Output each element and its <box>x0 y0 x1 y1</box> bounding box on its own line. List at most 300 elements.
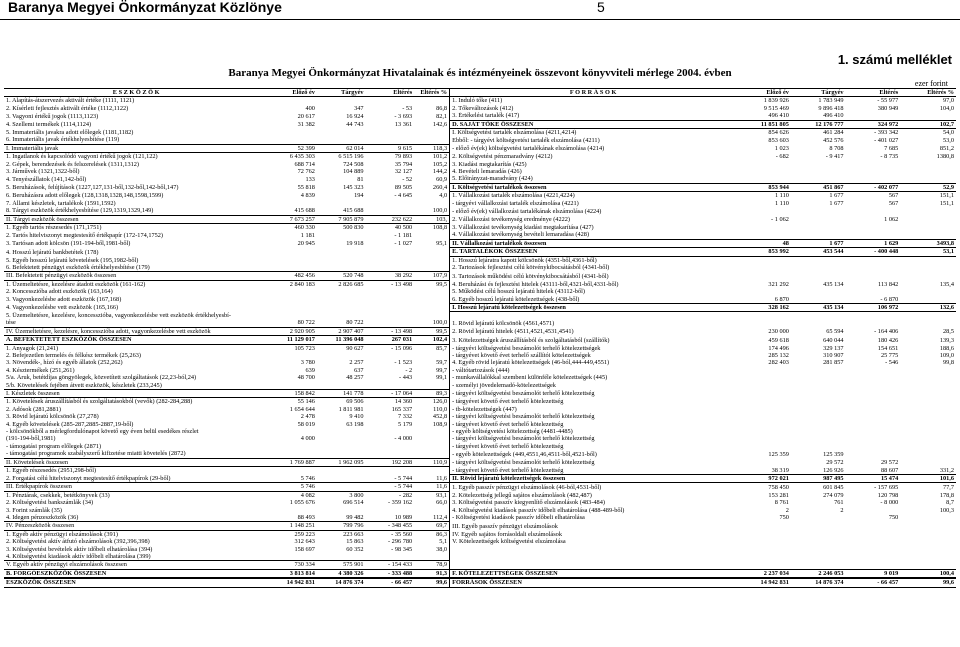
liability-prev-cell <box>736 367 791 374</box>
liability-pct-cell <box>900 522 956 530</box>
asset-curr-cell: 19 918 <box>346 240 364 248</box>
asset-diff-cell: - 348 455 <box>366 522 415 530</box>
asset-pct-cell: 99,5 <box>414 327 449 335</box>
asset-prev-cell: 3 813 814 <box>268 569 317 577</box>
liability-label-cell: III. Egyéb passzív pénzügyi elszámolások <box>452 522 558 530</box>
liability-curr-cell <box>791 398 846 406</box>
table-row <box>4 367 956 374</box>
asset-prev-cell: 2 920 905 <box>268 327 317 335</box>
asset-label-cell: 4. Költségvetési kiadások aktív időbeli elhatárolása (399) <box>6 552 151 560</box>
asset-diff-cell: - 52 <box>402 175 413 183</box>
asset-diff-cell <box>366 553 415 561</box>
asset-curr-cell: 14 876 374 <box>317 579 366 587</box>
asset-label-cell: 5. Beruházások, felújítások (1227,127,131-ből,132-ből,142-ből,147) <box>6 184 179 192</box>
asset-prev-cell: 158 842 <box>268 389 317 397</box>
liability-prev-cell: 48 <box>736 239 791 247</box>
liability-pct-cell <box>900 450 956 458</box>
asset-curr-cell: 63 198 <box>346 420 364 428</box>
asset-label-cell: tése <box>6 319 16 327</box>
liability-curr-cell <box>791 530 846 538</box>
liability-curr-cell: 2 246 053 <box>791 569 846 577</box>
liability-label-cell: 2. Rövid lejáratú hitelek (4511,4521,4531,4541) <box>452 328 574 336</box>
asset-label-cell: 6. Beruházásra adott előlegek (128,1318,1328,148,1598,1599) <box>6 192 164 200</box>
liability-diff-cell <box>846 435 901 442</box>
liability-diff-cell: 15 474 <box>846 474 901 482</box>
asset-curr-cell: 520 748 <box>317 272 366 280</box>
asset-pct-cell <box>414 312 449 319</box>
liability-pct-cell <box>900 296 956 304</box>
liabilities-caption: F O R R Á S O K <box>450 89 737 97</box>
liability-curr-cell: 987 495 <box>791 474 846 482</box>
liability-label-cell: II. Vállalkozási tartalékok összesen <box>450 239 737 247</box>
liability-prev-cell: 853 944 <box>736 183 791 191</box>
table-row <box>4 272 956 280</box>
liability-curr-cell: 9 896 418 <box>818 104 844 112</box>
asset-diff-cell: - 333 488 <box>366 569 415 577</box>
table-row <box>4 248 956 256</box>
asset-label-cell: II. Tárgyi eszközök összesen <box>4 215 268 223</box>
liability-diff-cell <box>846 367 901 374</box>
asset-label-cell: 1. Egyéb tartós részesedés (171,1751) <box>6 223 102 231</box>
asset-prev-cell <box>268 553 317 561</box>
liability-prev-cell <box>736 175 791 183</box>
liability-pct-cell <box>900 546 956 553</box>
table-row <box>4 288 956 295</box>
asset-prev-cell: 31 382 <box>297 121 315 129</box>
asset-curr-cell: 44 743 <box>346 121 364 129</box>
liability-label-cell: - tárgyévet követő évet terhelő kötelezettség <box>452 420 564 428</box>
col-pct-liab: Eltérés % <box>900 89 956 97</box>
asset-curr-cell: 81 <box>357 175 364 183</box>
asset-pct-cell: 69,7 <box>414 522 449 530</box>
balance-sheet-title: Baranya Megyei Önkormányzat Hivatalainak és intézményeinek összevont könyvviteli mérlege 2004. évben <box>228 67 732 79</box>
table-row <box>4 120 956 128</box>
asset-diff-cell <box>366 303 415 311</box>
asset-diff-cell: 79 893 <box>394 153 413 161</box>
liability-label-cell: FORRÁSOK ÖSSZESEN <box>450 579 737 587</box>
table-row <box>4 561 956 569</box>
liability-diff-cell: - 546 <box>885 359 899 367</box>
asset-pct-cell <box>414 352 449 359</box>
liability-pct-cell <box>900 168 956 175</box>
asset-pct-cell <box>414 296 449 304</box>
asset-label-cell: 2. Költségvetési bankszámlák (34) <box>6 499 94 507</box>
liability-curr-cell: 496 410 <box>823 112 844 120</box>
asset-diff-cell: - 282 <box>399 491 413 499</box>
liability-pct-cell <box>900 161 956 168</box>
liability-curr-cell: 125 359 <box>823 450 844 458</box>
liability-pct-cell <box>900 374 956 381</box>
asset-prev-cell: 259 223 <box>294 530 315 538</box>
liability-label-cell: 3. Vállalkozási tevékenység kiadási megtakarítása (427) <box>452 223 594 231</box>
liability-pct-cell: 100,3 <box>939 506 954 514</box>
liability-diff-cell <box>846 450 901 458</box>
asset-prev-cell: 1 148 251 <box>268 522 317 530</box>
liability-curr-cell: 640 044 <box>823 336 844 344</box>
liability-prev-cell: 1 839 926 <box>763 97 789 105</box>
table-header-row <box>4 89 956 97</box>
liability-prev-cell <box>736 406 791 413</box>
asset-label-cell: III. Értékpapírok összesen <box>4 483 268 491</box>
asset-prev-cell: 52 399 <box>268 144 317 152</box>
liability-label-cell: 1. Egyéb passzív pénzügyi elszámolások (46-ból,4531-ből) <box>452 483 602 491</box>
asset-label-cell: 5/a. Áruk, betétdíjas göngyölegek, közvetített szolgáltatások (22,23-ból,24) <box>6 374 197 382</box>
asset-label-cell: B. FORGÓESZKÖZÖK ÖSSZESEN <box>4 569 268 577</box>
asset-pct-cell: 95,1 <box>414 239 449 247</box>
asset-label-cell: II. Követelések összesen <box>4 458 268 466</box>
annex-label: 1. számú melléklet <box>837 52 952 67</box>
asset-pct-cell: 4,0 <box>414 192 449 200</box>
liability-curr-cell <box>791 161 846 168</box>
asset-diff-cell <box>366 264 415 272</box>
asset-curr-cell: 80 722 <box>346 319 364 327</box>
asset-curr-cell <box>317 97 366 105</box>
liability-prev-cell <box>736 435 791 442</box>
asset-diff-cell: - 17 064 <box>366 389 415 397</box>
table-body <box>4 97 956 587</box>
asset-label-cell: 2. Tartós hitelviszonyt megtestesítő értékpapír (172-174,1752) <box>6 231 164 239</box>
asset-pct-cell <box>414 129 449 137</box>
liability-diff-cell <box>846 319 901 327</box>
asset-label-cell: 8. Tárgyi eszközök értékhelyesbítése (129,1319,1329,149) <box>6 207 154 215</box>
liability-curr-cell <box>791 256 846 264</box>
liability-diff-cell <box>846 256 901 264</box>
asset-pct-cell <box>414 264 449 272</box>
liability-diff-cell: - 55 977 <box>877 97 899 105</box>
liability-label-cell: 5. Előirányzat-maradvány (424) <box>452 175 533 183</box>
asset-pct-cell <box>414 443 449 450</box>
liability-prev-cell: 853 603 <box>768 136 789 144</box>
col-diff-assets: Eltérés <box>366 89 415 97</box>
asset-label-cell: (191-194-ből,1981) <box>6 435 56 443</box>
asset-prev-cell <box>268 507 317 514</box>
liability-label-cell: 1. Hosszú lejáratra kapott kölcsönök (4351-ből,4361-ből) <box>452 256 597 264</box>
liability-diff-cell <box>846 443 901 450</box>
asset-pct-cell: 260,4 <box>414 183 449 191</box>
table-row <box>4 474 956 482</box>
asset-diff-cell: 89 505 <box>394 184 413 192</box>
liability-pct-cell: 53,1 <box>900 248 956 256</box>
liability-diff-cell <box>846 406 901 413</box>
liability-diff-cell <box>846 507 901 514</box>
table-row <box>4 264 956 272</box>
liability-pct-cell <box>900 367 956 374</box>
liability-prev-cell <box>736 398 791 406</box>
unit-label: ezer forint <box>914 79 948 88</box>
liability-curr-cell: 461 284 <box>823 129 844 137</box>
asset-pct-cell <box>414 428 449 435</box>
liability-pct-cell <box>900 112 956 120</box>
liability-pct-cell <box>900 421 956 428</box>
liability-curr-cell: 761 <box>834 499 844 507</box>
liability-curr-cell <box>791 168 846 175</box>
asset-pct-cell: 11,6 <box>414 483 449 491</box>
liability-prev-cell <box>736 272 791 280</box>
liability-label-cell: 3. Kiadási megtakarítás (425) <box>452 160 527 168</box>
liability-label-cell: - tárgyévet követő évet terhelő szállítói kötelezettségek <box>452 351 591 359</box>
asset-curr-cell: 575 901 <box>317 561 366 569</box>
asset-diff-cell <box>366 352 415 359</box>
asset-diff-cell: - 5 744 <box>394 474 413 482</box>
liability-pct-cell <box>900 398 956 406</box>
asset-pct-cell: 101,2 <box>414 153 449 161</box>
asset-label-cell: 6. Befektetett pénzügyi eszközök értékhelyesbítése (179) <box>6 263 150 271</box>
liability-pct-cell <box>900 413 956 420</box>
asset-curr-cell: 69 506 <box>346 398 364 406</box>
liability-diff-cell <box>846 288 901 295</box>
asset-pct-cell <box>414 382 449 390</box>
table-row <box>4 239 956 247</box>
asset-pct-cell: 93,1 <box>414 491 449 499</box>
liability-diff-cell <box>846 168 901 175</box>
asset-prev-cell: 730 334 <box>268 561 317 569</box>
balance-sheet-table <box>4 88 956 588</box>
liability-prev-cell <box>736 522 791 530</box>
asset-curr-cell: 4 380 326 <box>317 569 366 577</box>
liability-label-cell: 2. Tőkeváltozások (412) <box>452 104 514 112</box>
asset-diff-cell: - 5 744 <box>366 483 415 491</box>
asset-curr-cell <box>317 483 366 491</box>
liability-prev-cell <box>736 319 791 327</box>
asset-pct-cell <box>414 553 449 561</box>
liability-label-cell: 4. Költségvetési kiadások passzív időbeli elhatárolása (488-489-ből) <box>452 506 625 514</box>
col-diff-liab: Eltérés <box>846 89 901 97</box>
asset-prev-cell <box>268 264 317 272</box>
asset-label-cell: A. BEFEKTETETT ESZKÖZÖK ÖSSZESEN <box>4 336 268 344</box>
liability-prev-cell <box>736 374 791 381</box>
liability-prev-cell <box>736 207 791 215</box>
asset-diff-cell: - 1 523 <box>394 359 413 367</box>
liability-label-cell: - váltótartozások (444) <box>452 366 510 374</box>
liability-curr-cell: 453 544 <box>791 248 846 256</box>
asset-pct-cell <box>414 136 449 144</box>
table-row <box>4 546 956 553</box>
liability-pct-cell <box>900 406 956 413</box>
asset-pct-cell: 100,0 <box>414 207 449 215</box>
asset-pct-cell: 91,3 <box>414 569 449 577</box>
asset-label-cell: - támogatási program előlegek (2871) <box>6 442 102 450</box>
asset-curr-cell: 500 830 <box>343 223 364 231</box>
asset-pct-cell: 99,5 <box>414 280 449 288</box>
liability-prev-cell: 854 626 <box>768 129 789 137</box>
asset-diff-cell <box>366 443 415 450</box>
asset-pct-cell: 59,7 <box>414 359 449 366</box>
liability-label-cell: F. KÖTELEZETTSÉGEK ÖSSZESEN <box>450 569 737 577</box>
asset-diff-cell: - 13 498 <box>391 280 413 288</box>
table-row <box>4 153 956 161</box>
asset-label-cell: 1. Pénztárak, csekkek, betétkönyvek (33) <box>6 491 110 499</box>
asset-label-cell: 1. Követelések áruszállításból és szolgáltatásokból (vevők) (282-284,288) <box>6 398 193 406</box>
asset-pct-cell: 112,4 <box>414 514 449 522</box>
asset-pct-cell <box>414 450 449 458</box>
asset-label-cell: 4. Szellemi termékek (1114,1124) <box>6 121 92 129</box>
liability-label-cell <box>450 553 737 561</box>
liability-curr-cell: 65 594 <box>826 328 844 336</box>
table-row <box>4 522 956 530</box>
table-row <box>4 443 956 450</box>
liability-prev-cell <box>736 264 791 272</box>
asset-pct-cell: 82,1 <box>414 112 449 120</box>
asset-diff-cell: - 4 645 <box>394 192 413 200</box>
asset-diff-cell: 232 622 <box>366 215 415 223</box>
liability-diff-cell: - 157 695 <box>874 483 899 491</box>
liability-pct-cell <box>900 382 956 390</box>
liability-curr-cell <box>791 421 846 428</box>
asset-label-cell: 7. Állami készletek, tartalékok (1591,1592) <box>6 199 116 207</box>
liability-curr-cell: 126 926 <box>823 466 844 474</box>
liability-diff-cell <box>846 175 901 183</box>
liability-label-cell: 3. Költségvetési passzív kiegyenlítő elszámolások (483-484) <box>452 499 605 507</box>
asset-curr-cell <box>317 129 366 137</box>
table-row <box>4 231 956 239</box>
liability-diff-cell: 9 019 <box>846 569 901 577</box>
asset-label-cell: 2. Költségvetési aktív átfutó elszámolások (392,396,398) <box>6 538 150 546</box>
liability-curr-cell <box>791 413 846 420</box>
asset-pct-cell <box>414 288 449 295</box>
liability-curr-cell <box>791 428 846 435</box>
asset-prev-cell: 6 435 303 <box>289 153 315 161</box>
liability-pct-cell: 99,6 <box>900 579 956 587</box>
liability-label-cell: 2. Tartozások fejlesztési célú kötvénykibocsátásból (4341-ből) <box>452 264 610 272</box>
table-row <box>4 105 956 112</box>
table-row <box>4 382 956 390</box>
table-row <box>4 413 956 420</box>
asset-diff-cell: 35 794 <box>394 160 413 168</box>
table-row <box>4 336 956 344</box>
asset-label-cell: IV. Pénzeszközök összesen <box>4 522 268 530</box>
asset-curr-cell <box>317 474 366 482</box>
asset-prev-cell: 55 146 <box>297 398 315 406</box>
asset-diff-cell: - 1 181 <box>394 231 413 239</box>
table-row <box>4 421 956 428</box>
liability-label-cell: - előző év(ek) költségvetési tartalékának elszámolása (4214) <box>452 145 605 153</box>
col-prev-assets: Előző év <box>268 89 317 97</box>
asset-prev-cell: 1 769 887 <box>268 458 317 466</box>
asset-pct-cell: 107,9 <box>414 272 449 280</box>
liability-pct-cell <box>900 458 956 466</box>
asset-curr-cell: 2 907 407 <box>317 327 366 335</box>
asset-label-cell: 3. Költségvetési bevételek aktív időbeli elhatárolása (394) <box>6 545 153 553</box>
liability-prev-cell <box>736 538 791 545</box>
asset-label-cell: 1. Ingatlanok és kapcsolódó vagyoni értékű jogok (121,122) <box>6 153 158 161</box>
asset-curr-cell: 415 688 <box>343 207 364 215</box>
table-row <box>4 553 956 561</box>
asset-label-cell: 2. Gépek, berendezések és felszerelések (1311,1312) <box>6 160 139 168</box>
liability-pct-cell: 102,7 <box>900 120 956 128</box>
liability-label-cell: - munkavállalókkal szembeni különféle kötelezettségek (445) <box>452 374 608 382</box>
asset-prev-cell: 20 617 <box>297 112 315 120</box>
asset-prev-cell <box>268 303 317 311</box>
asset-prev-cell: 72 762 <box>297 168 315 176</box>
table-row <box>4 467 956 475</box>
asset-curr-cell: 48 257 <box>346 374 364 382</box>
asset-diff-cell: - 296 780 <box>388 538 413 546</box>
liability-prev-cell: 153 281 <box>768 491 789 499</box>
table-row <box>4 168 956 175</box>
table-row <box>4 398 956 406</box>
liability-curr-cell: 451 867 <box>791 183 846 191</box>
asset-pct-cell: 144,2 <box>414 168 449 175</box>
asset-curr-cell: 2 826 685 <box>338 280 364 288</box>
asset-prev-cell <box>268 352 317 359</box>
page-number: 5 <box>597 0 605 15</box>
asset-label-cell: 2. Forgatási célú hitelviszonyt megtestesítő értékpapírok (29-ből) <box>6 474 171 482</box>
table-row <box>4 569 956 577</box>
liability-pct-cell: 104,0 <box>939 104 954 112</box>
asset-curr-cell: 223 663 <box>343 530 364 538</box>
asset-label-cell: 3. Rövid lejáratú kölcsönök (27,278) <box>6 413 99 421</box>
liability-diff-cell <box>846 561 901 569</box>
liability-label-cell: 4. Beruházási és fejlesztési hitelek (43111-ből,4321-ből,4331-ből) <box>452 280 619 288</box>
asset-pct-cell <box>414 507 449 514</box>
liability-label-cell: V. Kötelezettségek költségvetési elszámolása <box>452 538 566 546</box>
liability-prev-cell: 285 132 <box>768 351 789 359</box>
liability-pct-cell <box>900 231 956 239</box>
liability-prev-cell: 8 761 <box>774 499 789 507</box>
asset-prev-cell: 5 746 <box>300 474 315 482</box>
liability-diff-cell <box>846 398 901 406</box>
liability-diff-cell <box>846 312 901 319</box>
liability-diff-cell: - 8 735 <box>880 153 899 161</box>
liability-prev-cell <box>736 553 791 561</box>
liability-diff-cell: 324 972 <box>846 120 901 128</box>
asset-prev-cell: 80 722 <box>297 319 315 327</box>
table-row <box>4 514 956 522</box>
liability-pct-cell <box>900 264 956 272</box>
liability-prev-cell <box>736 421 791 428</box>
asset-prev-cell: 58 019 <box>297 420 315 428</box>
liability-label-cell: 1. Rövid lejáratú kölcsönök (4561,4571) <box>452 319 555 327</box>
liability-curr-cell: 281 857 <box>823 359 844 367</box>
liability-prev-cell <box>736 288 791 295</box>
asset-prev-cell: 4 839 <box>300 192 315 200</box>
asset-prev-cell: 88 493 <box>297 513 315 521</box>
asset-curr-cell <box>317 248 366 256</box>
asset-curr-cell <box>317 200 366 207</box>
asset-pct-cell: 85,7 <box>414 344 449 352</box>
table-row <box>4 450 956 458</box>
table-row <box>4 327 956 335</box>
asset-pct-cell <box>414 467 449 475</box>
liability-label-cell: 1. Induló tőke (411) <box>452 97 503 105</box>
liability-curr-cell <box>791 382 846 390</box>
asset-prev-cell: 460 330 <box>294 223 315 231</box>
liability-pct-cell: 851,2 <box>939 145 954 153</box>
asset-pct-cell: 78,9 <box>414 561 449 569</box>
liability-diff-cell: 7 685 <box>884 145 899 153</box>
table-row <box>4 374 956 381</box>
asset-label-cell: 5. Egyéb hosszú lejáratú követelések (195,1982-ből) <box>6 256 139 264</box>
liability-diff-cell: 120 798 <box>877 491 899 499</box>
assets-caption: E S Z K Ö Z Ö K <box>4 89 268 97</box>
asset-prev-cell <box>268 428 317 435</box>
asset-curr-cell: 7 905 879 <box>317 215 366 223</box>
asset-prev-cell: 2 478 <box>300 413 315 421</box>
table-row <box>4 112 956 120</box>
asset-label-cell: 2. Befejezetlen termelés és félkész termékek (25,263) <box>6 351 141 359</box>
liability-pct-cell: 53,0 <box>942 136 954 144</box>
table-row <box>4 389 956 397</box>
liability-pct-cell <box>900 514 956 522</box>
asset-label-cell: 2. Koncesszióba adott eszközök (163,164) <box>6 288 113 296</box>
liability-label-cell: I. Költségvetési tartalékok összesen <box>450 183 737 191</box>
asset-prev-cell: 1 055 676 <box>289 499 315 507</box>
table-row <box>4 458 956 466</box>
asset-label-cell: 5. Immateriális javakra adott előlegek (1181,1182) <box>6 129 134 137</box>
asset-prev-cell: 2 840 183 <box>289 280 315 288</box>
asset-prev-cell <box>268 296 317 304</box>
liability-prev-cell: 125 359 <box>768 450 789 458</box>
